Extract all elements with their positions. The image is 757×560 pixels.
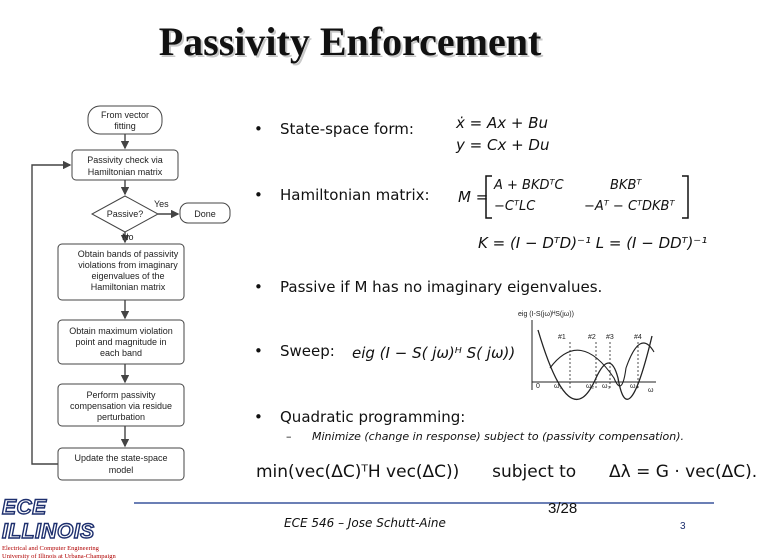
flow-step3-line1: Obtain bands of passivity (77, 249, 179, 259)
eq-qp-subject: subject to (492, 462, 577, 482)
ece-illinois-logo (2, 496, 134, 560)
bullet-passive-text: Passive if M has no imaginary eigenvalues. (280, 278, 603, 296)
bullet-sweep: • Sweep: (254, 342, 335, 360)
flow-done-label: Done (194, 209, 216, 219)
plot-omega: ω (648, 387, 654, 394)
flow-step6-line1: Update the state-space (74, 453, 168, 463)
plot-marker-4: #4 (634, 334, 642, 341)
plot-w1: ω₁ (554, 383, 562, 390)
plot-origin: 0 (536, 383, 540, 390)
flow-step2-line2: Hamiltonian matrix (87, 167, 163, 177)
flow-step5-line3: perturbation (96, 412, 146, 422)
plot-marker-1: #1 (558, 334, 566, 341)
footer-text: ECE 546 – Jose Schutt-Aine (284, 516, 446, 530)
slide-title: Passivity Enforcement (158, 19, 542, 64)
bullet-hamiltonian-text: Hamiltonian matrix: (280, 186, 430, 204)
eq-sweep: eig (I − S( jω)ᴴ S( jω)) (352, 344, 516, 362)
bullet-state-space-text: State-space form: (280, 120, 414, 138)
bullet-hamiltonian: • Hamiltonian matrix: (254, 186, 430, 204)
sub-bullet-text: Minimize (change in response) subject to (passivity compensation). (312, 430, 685, 443)
eq-state-2: y = Cx + Du (456, 136, 550, 154)
flow-step4-line2: point and magnitude in (75, 337, 167, 347)
eq-ham-lhs: M = (458, 188, 489, 206)
eq-ham-r2c2: −Aᵀ − CᵀDKBᵀ (584, 199, 675, 214)
flow-step6-line2: model (108, 465, 134, 475)
sub-bullet-dash: – (286, 430, 292, 443)
bullet-sweep-text: Sweep: (280, 342, 335, 360)
flow-step3-line3: eigenvalues of the (91, 271, 165, 281)
plot-w4: ω₄ (630, 383, 639, 390)
plot-w2: ω₂ (586, 383, 595, 390)
plot-curve-2 (550, 343, 654, 386)
logo-brand: ECE ILLINOIS (2, 496, 95, 543)
flow-step5-line2: compensation via residue (69, 401, 173, 411)
plot-w3: ω₃ (602, 383, 611, 390)
eq-kl: K = (I − DᵀD)⁻¹ L = (I − DDᵀ)⁻¹ (478, 234, 708, 252)
eq-ham-r1c1: A + BKDᵀC (494, 178, 564, 193)
bullet-qp-text: Quadratic programming: (280, 408, 466, 426)
eq-qp (256, 462, 757, 482)
eq-state-1: ẋ = Ax + Bu (456, 114, 549, 132)
eq-ham-r2c1: −CᵀLC (494, 199, 536, 214)
flowchart (0, 0, 240, 490)
logo-dept-1: Electrical and Computer Engineering (2, 545, 99, 552)
bullet-qp: • Quadratic programming: (254, 408, 466, 426)
footer-rule (134, 502, 714, 504)
flow-step1-line2: fitting (114, 121, 136, 131)
eq-qp-constraint: Δλ = G · vec(ΔC). (609, 462, 757, 482)
bullet-passive: • Passive if M has no imaginary eigenvalues. (254, 278, 603, 296)
plot-marker-2: #2 (588, 334, 596, 341)
slide-number: 3 (680, 521, 686, 532)
flow-step3-line4: Hamiltonian matrix (90, 282, 166, 292)
plot-marker-3: #3 (606, 334, 614, 341)
flow-step5-line1: Perform passivity (86, 390, 156, 400)
flow-step1-line1: From vector (100, 110, 150, 120)
flow-no-label: No (122, 232, 134, 242)
eq-qp-min: min(vec(ΔC)ᵀH vec(ΔC)) (256, 462, 460, 482)
plot-title: eig (I-S(jω)ᴴS(jω)) (518, 311, 574, 318)
flow-step4-line1: Obtain maximum violation (69, 326, 173, 336)
flow-step2-line1: Passivity check via (87, 155, 163, 165)
page-number: 3/28 (548, 500, 578, 517)
flow-step3-line2: violations from imaginary (78, 260, 178, 270)
flow-yes-label: Yes (154, 199, 169, 209)
eq-ham-r1c2: BKBᵀ (610, 178, 642, 193)
eig-plot (510, 308, 660, 398)
flow-step4-line3: each band (99, 348, 143, 358)
logo-dept-2: University of Illinois at Urbana-Champaign (2, 553, 116, 560)
bullet-state-space: • State-space form: (254, 120, 414, 138)
flow-decision-label: Passive? (106, 209, 144, 219)
